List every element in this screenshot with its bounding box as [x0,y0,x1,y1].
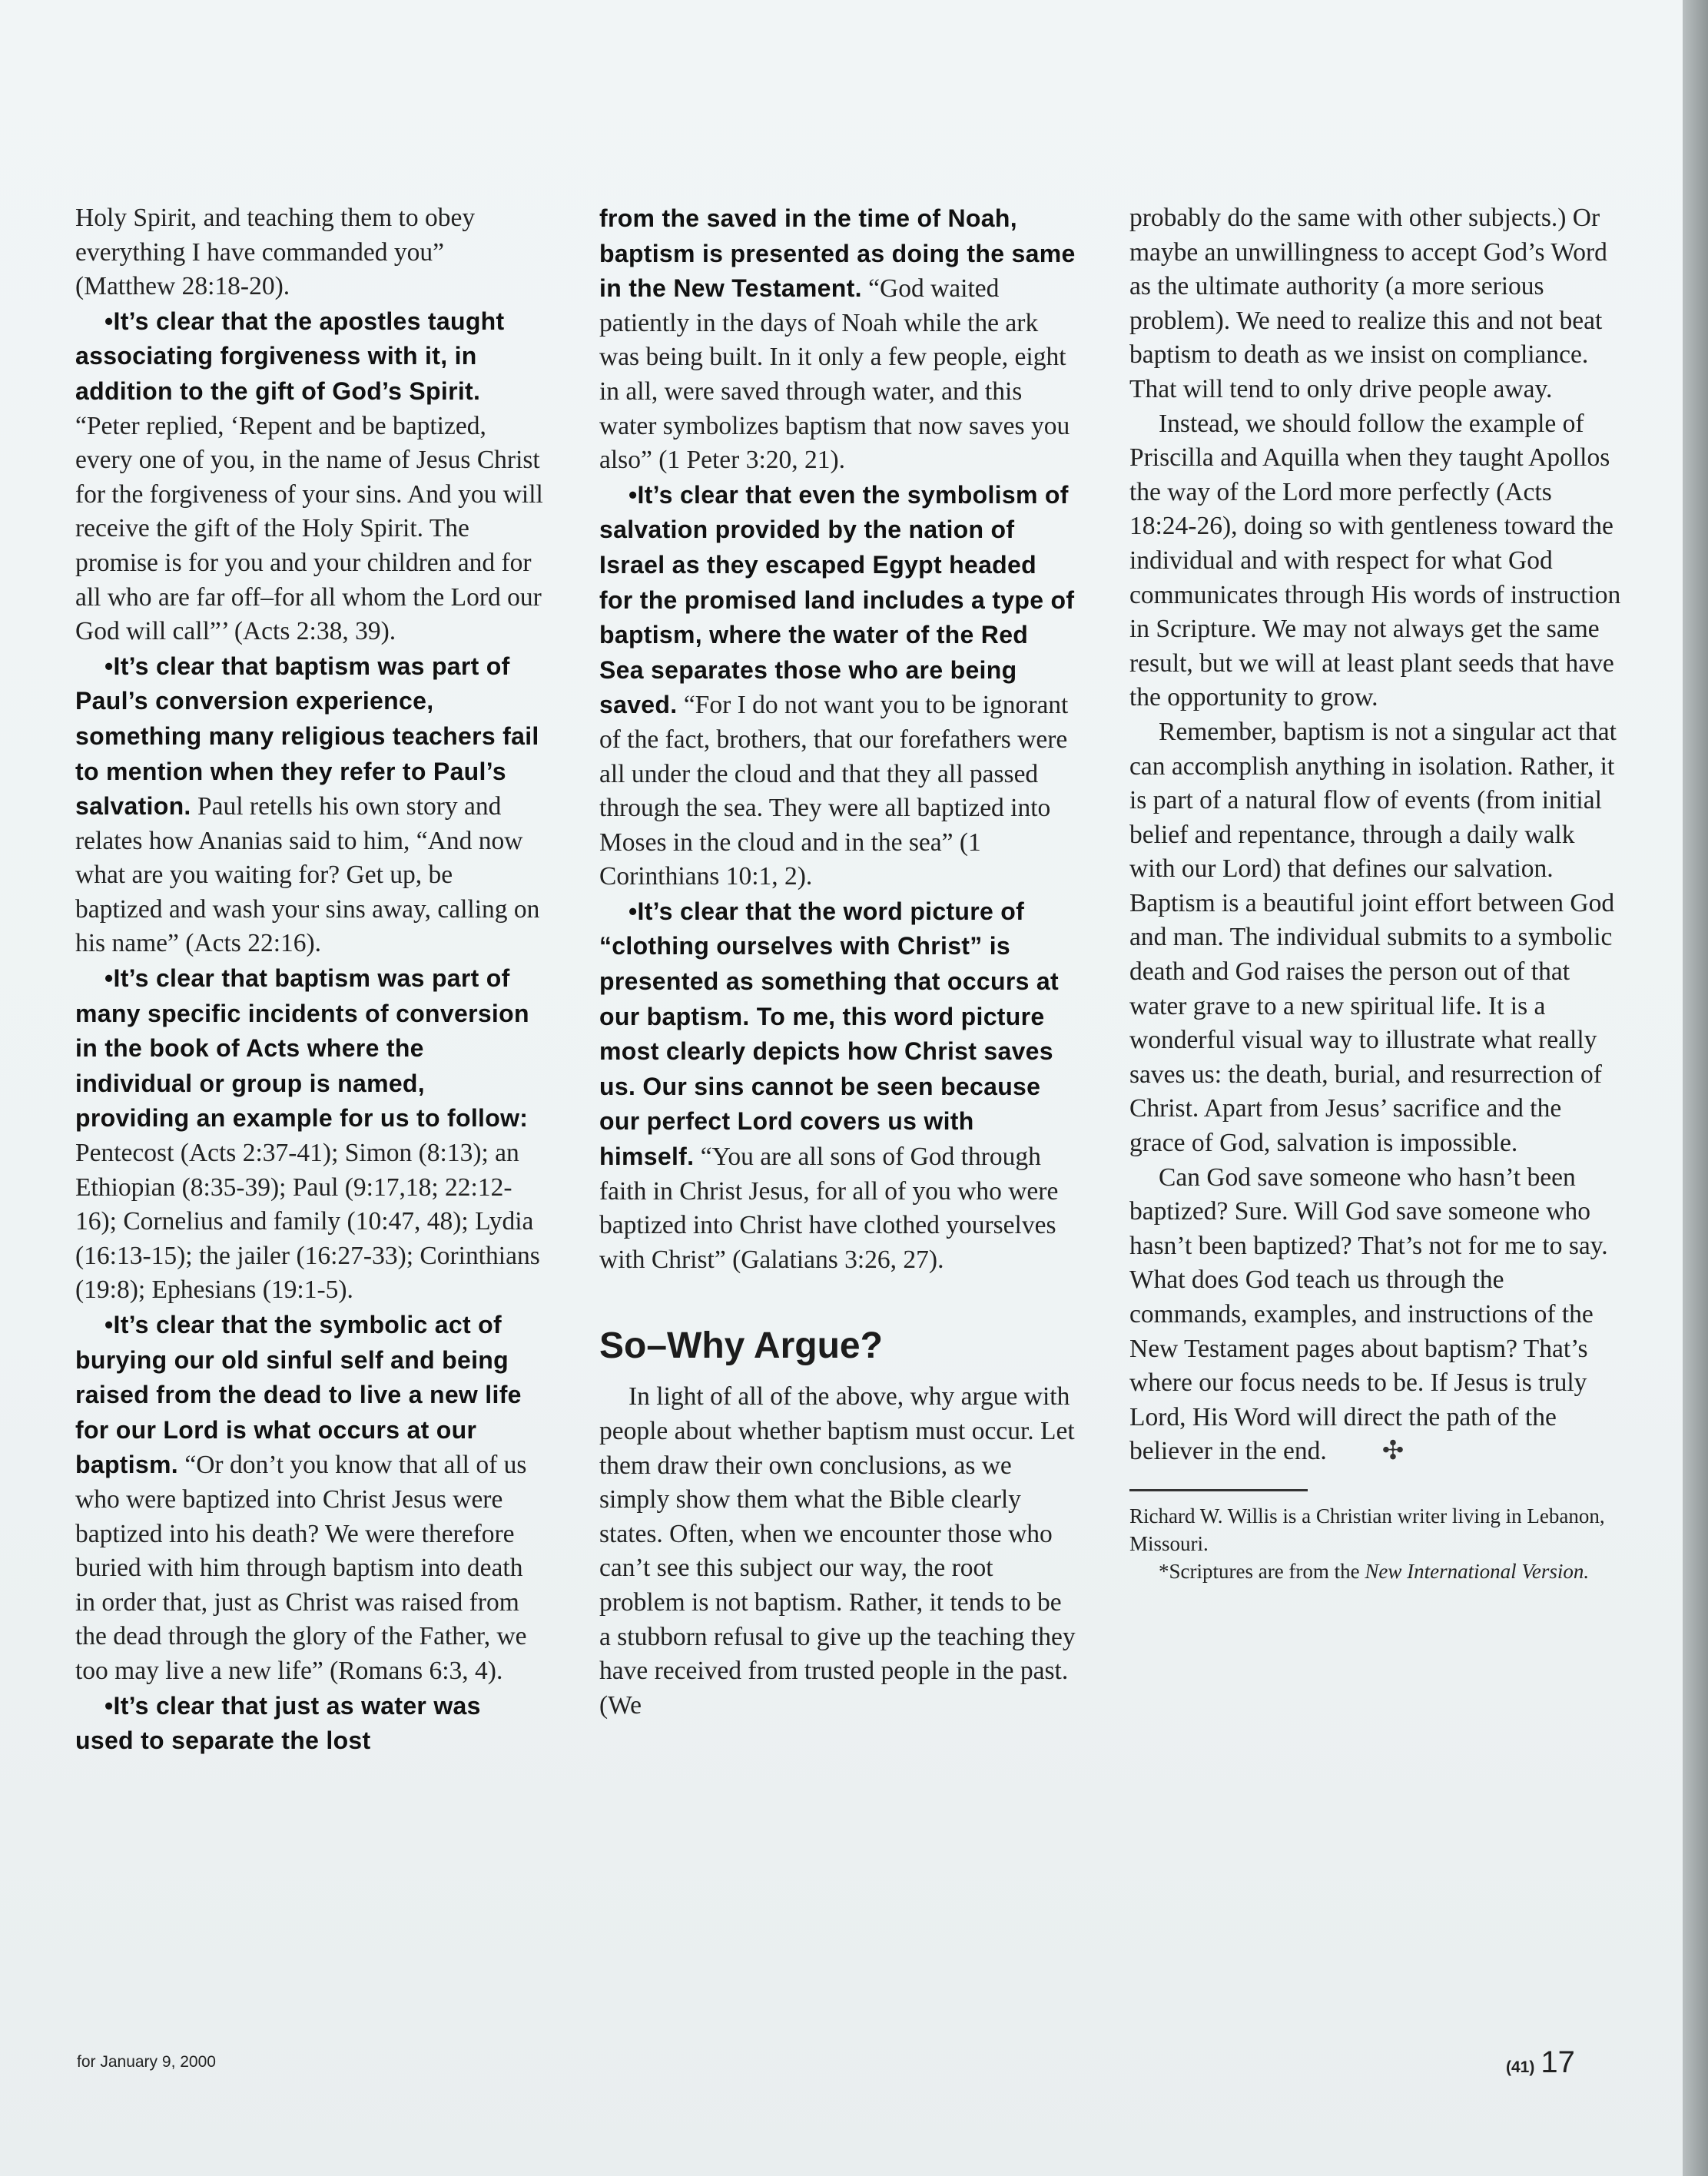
end-of-article-icon: ✣ [1381,1437,1405,1466]
paragraph [599,201,1076,478]
point-heading: •It’s clear that even the symbolism of salvation provided by the nation of Israel as they escaped Egypt headed for the promised land includes a type of baptism, where the water of the Red Sea separates those who are being saved. [599,480,1075,719]
paragraph [75,304,546,649]
point-heading: •It’s clear that baptism was part of many specific incidents of conversion in the book of Acts where the individual or group is named, providing an example for us to follow: [75,964,529,1133]
scripture-note-text: *Scriptures are from the [1159,1559,1360,1583]
paragraph: Holy Spirit, and teaching them to obey everything I have commanded you” (Matthew 28:18-20). [75,204,476,301]
paragraph [599,478,1076,894]
folio-sequence: (41) [1506,2058,1535,2076]
paragraph: probably do the same with other subjects.) Or maybe an unwillingness to accept God’s Word as the ultimate authority (a more serious problem). We need to realize this and not beat baptism to death as we insist on compliance. That will tend to only drive people away. [1129,204,1607,403]
scripture-quote: Paul retells his own story and relates how Ananias said to him, “And now what are you waiting for? Get up, be baptized and wash your sins away, calling on his name” (Acts 22:16). [75,792,540,958]
paragraph [75,649,546,961]
point-heading: •It’s clear that baptism was part of Paul’s conversion experience, something many religious teachers fail to mention when they refer to Paul’s salvation. [75,652,539,821]
point-heading: •It’s clear that the apostles taught associating forgiveness with it, in addition to the gift of God’s Spirit. [75,307,505,405]
point-heading: •It’s clear that just as water was used to separate the lost [75,1691,481,1755]
closing-text: Can God save someone who hasn’t been baptized? Sure. Will God save someone who hasn’t been baptized? That’s not for me to say. What does God teach us through the commands, examples, and instructions of the New Testament pages about baptism? That’s where our focus needs to be. If Jesus is truly Lord, His Word will direct the path of the believer in the end. [1129,1163,1608,1466]
page-folio [1506,2045,1575,2080]
point-heading: •It’s clear that the symbolic act of burying our old sinful self and being raised from the dead to live a new life for our Lord is what occurs at our baptism. [75,1311,522,1479]
article-column-2 [599,201,1076,1723]
scripture-quote: “Peter replied, ‘Repent and be baptized, every one of you, in the name of Jesus Christ for the forgiveness of your sins. And you will receive the gift of the Holy Spirit. The promise is for you and your children and for all who are far off–for all whom the Lord our God will call”’ (Acts 2:38, 39). [75,411,543,646]
divider [1129,1489,1308,1491]
paragraph [1129,1161,1621,1469]
paragraph: In light of all of the above, why argue with people about whether baptism must occur. Let them draw their own conclusions, as we simply show them what the Bible clearly states. Often, when we encounter those who can’t see this subject our way, the root problem is not baptism. Rather, it tends to be a stubborn refusal to give up the teaching they have received from trusted people in the past. (We [599,1382,1076,1720]
scripture-note [1129,1557,1621,1585]
scripture-quote: “God waited patiently in the days of Noah while the ark was being built. In it only a few people, eight in all, were saved through water, and this water symbolizes baptism that now saves you also” (1 Peter 3:20, 21). [599,274,1070,475]
paragraph [75,1689,546,1759]
reference-list: Pentecost (Acts 2:37-41); Simon (8:13); an Ethiopian (8:35-39); Paul (9:17,18; 22:12-16); Cornelius and family (10:47, 48); Lydia (16:13-15); the jailer (16:27-33); Corinthians (19:8); Ephesians (19:1-5). [75,1139,540,1305]
scripture-quote: “You are all sons of God through faith in Christ Jesus, for all of you who were baptized into Christ have clothed yourselves with Christ” (Galatians 3:26, 27). [599,1143,1059,1274]
version-name: New International Version. [1365,1559,1590,1583]
article-column-1 [75,201,546,1759]
point-heading: from the saved in the time of Noah, baptism is presented as doing the same in the New Testament. [599,204,1076,303]
issue-date: for January 9, 2000 [77,2053,216,2071]
paragraph [599,894,1076,1278]
section-heading: So–Why Argue? [599,1325,883,1367]
article-column-3 [1129,201,1621,1585]
paragraph [75,1308,546,1689]
scripture-quote: “Or don’t you know that all of us who were baptized into Christ Jesus were baptized into his death? We were therefore buried with him through baptism into death in order that, just as Christ was raised from the dead through the glory of the Father, we too may live a new life” (Romans 6:3, 4). [75,1451,527,1685]
scripture-quote: “For I do not want you to be ignorant of the fact, brothers, that our forefathers were all under the cloud and that they all passed through the sea. They were all baptized into Moses in the cloud and in the sea” (1 Corinthians 10:1, 2). [599,691,1069,891]
paragraph [75,961,546,1308]
paragraph: Instead, we should follow the example of Priscilla and Aquilla when they taught Apollos the way of the Lord more perfectly (Acts 18:24-26), doing so with gentleness toward the individual and with respect for what God communicates through His words of instruction in Scripture. We may not always get the same result, but we will at least plant seeds that have the opportunity to grow. [1129,409,1621,712]
binding-edge [1683,0,1708,2176]
paragraph: Remember, baptism is not a singular act that can accomplish anything in isolation. Rather, it is part of a natural flow of events (from initial belief and repentance, through a daily walk with our Lord) that defines our salvation. Baptism is a beautiful joint effort between God and man. The individual submits to a symbolic death and God raises the person out of that water grave to a new spiritual life. It is a wonderful visual way to illustrate what really saves us: the death, burial, and resurrection of Christ. Apart from Jesus’ sacrifice and the grace of God, salvation is impossible. [1129,717,1617,1158]
author-bio: Richard W. Willis is a Christian writer living in Lebanon, Missouri. [1129,1504,1605,1555]
point-heading: •It’s clear that the word picture of “clothing ourselves with Christ” is presented as something that occurs at our baptism. To me, this word picture most clearly depicts how Christ saves us. Our sins cannot be seen because our perfect Lord covers us with himself. [599,897,1059,1171]
page-number: 17 [1541,2045,1575,2079]
